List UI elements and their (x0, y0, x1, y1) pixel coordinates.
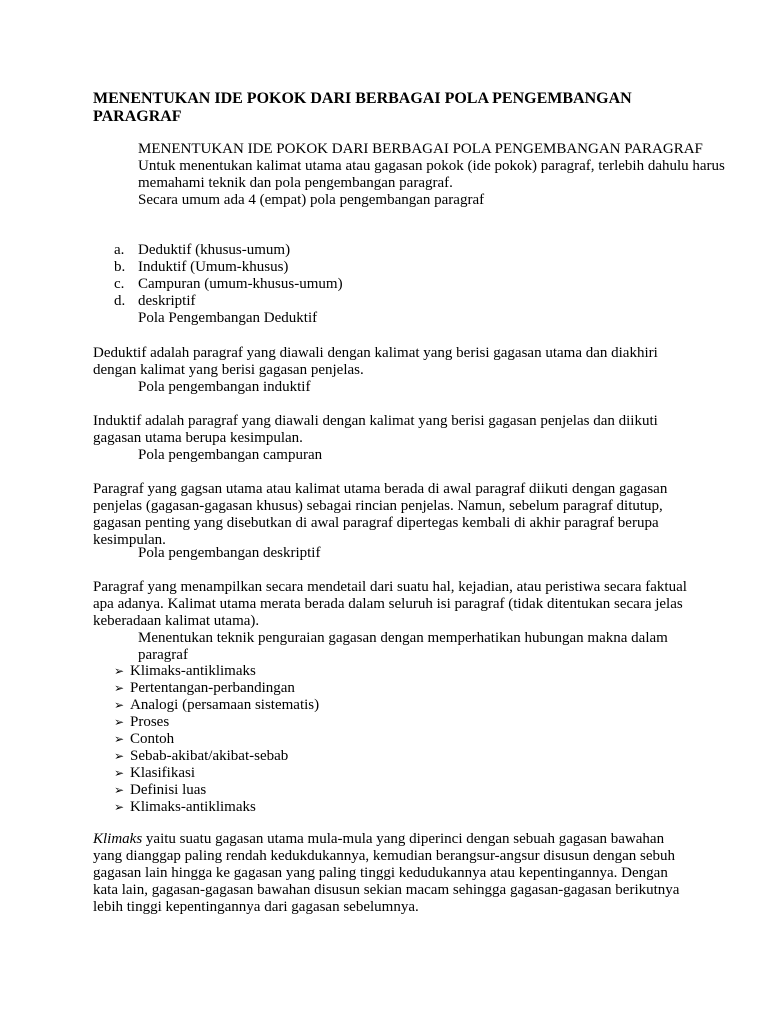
list-marker: a. (114, 242, 125, 258)
list-item (93, 293, 653, 310)
list-item (93, 259, 653, 276)
arrow-bullet-icon: ➢ (114, 664, 125, 678)
list-item (93, 242, 653, 259)
list-item (114, 765, 614, 782)
campuran-paragraph: Paragraf yang gagsan utama atau kalimat utama berada di awal paragraf diikuti dengan gagasan penjelas (gagasan-gagasan khusus) sebagai rincian penjelas. Namun, sebelum paragraf ditutup, gagasan penting yang disebutkan di awal paragraf dipertegas kembali di akhir paragraf berupa kesimpulan. (93, 481, 668, 548)
pattern-list (93, 242, 653, 327)
arrow-bullet-icon: ➢ (114, 783, 125, 797)
list-item (93, 276, 653, 293)
list-marker: b. (114, 259, 126, 275)
intro-heading: MENENTUKAN IDE POKOK DARI BERBAGAI POLA PENGEMBANGAN PARAGRAF (138, 141, 703, 157)
intro-line-2: Secara umum ada 4 (empat) pola pengembangan paragraf (138, 192, 485, 208)
list-item-text: Pertentangan-perbandingan (130, 680, 295, 696)
list-item (93, 310, 653, 327)
list-item-text: Sebab-akibat/akibat-sebab (130, 748, 289, 764)
list-marker: d. (114, 293, 126, 309)
arrow-bullet-icon: ➢ (114, 698, 125, 712)
induktif-paragraph: Induktif adalah paragraf yang diawali dengan kalimat yang berisi gagasan penjelas dan diikuti gagasan utama berupa kesimpulan. (93, 413, 658, 446)
deduktif-paragraph: Deduktif adalah paragraf yang diawali dengan kalimat yang berisi gagasan utama dan diakhiri dengan kalimat yang berisi gagasan penjelas. (93, 345, 658, 378)
section-heading-induktif: Pola pengembangan induktif (138, 379, 311, 395)
list-item (114, 748, 614, 765)
intro-line-1: Untuk menentukan kalimat utama atau gagasan pokok (ide pokok) paragraf, terlebih dahulu harus memahami teknik dan pola pengembangan paragraf. (138, 158, 725, 191)
arrow-bullet-icon: ➢ (114, 715, 125, 729)
list-item-text: Deduktif (khusus-umum) (138, 242, 291, 258)
list-item-text: Klasifikasi (130, 765, 195, 781)
klimaks-text: yaitu suatu gagasan utama mula-mula yang diperinci dengan sebuah gagasan bawahan yang dianggap paling rendah kedukdukannya, kemudian berangsur-angsur disusun dengan sebuh gagasan lain hingga ke gagasan yang paling tinggi kedudukannya atau kepentingannya. Dengan kata lain, gagasan-gagasan bawahan disusun sekian macam sehingga gagasan-gagasan berikutnya lebih tinggi kepentingannya dari gagasan sebelumnya. (93, 831, 680, 915)
list-item (114, 799, 614, 816)
section-heading-campuran: Pola pengembangan campuran (138, 447, 323, 463)
list-item (114, 680, 614, 697)
list-item-text: Klimaks-antiklimaks (130, 799, 256, 815)
arrow-bullet-icon: ➢ (114, 766, 125, 780)
list-item-text: deskriptif (138, 293, 196, 309)
list-item (114, 697, 614, 714)
list-item-text: Proses (130, 714, 170, 730)
arrow-bullet-icon: ➢ (114, 749, 125, 763)
document-title: MENENTUKAN IDE POKOK DARI BERBAGAI POLA PENGEMBANGAN PARAGRAF (93, 90, 632, 125)
klimaks-term: Klimaks (93, 831, 143, 847)
section-heading-deduktif: Pola Pengembangan Deduktif (138, 310, 318, 326)
arrow-bullet-icon: ➢ (114, 800, 125, 814)
arrow-bullet-icon: ➢ (114, 681, 125, 695)
list-item-text: Definisi luas (130, 782, 207, 798)
list-item (114, 714, 614, 731)
klimaks-paragraph (93, 831, 683, 916)
list-item-text: Contoh (130, 731, 175, 747)
section-heading-deskriptif: Pola pengembangan deskriptif (138, 545, 321, 561)
intro-block (93, 141, 738, 209)
list-item-text: Induktif (Umum-khusus) (138, 259, 289, 275)
list-marker: c. (114, 276, 125, 292)
list-item-text: Klimaks-antiklimaks (130, 663, 256, 679)
arrow-bullet-icon: ➢ (114, 732, 125, 746)
list-item-text: Analogi (persamaan sistematis) (130, 697, 320, 713)
technique-list (114, 663, 614, 816)
deskriptif-paragraph: Paragraf yang menampilkan secara mendetail dari suatu hal, kejadian, atau peristiwa secara faktual apa adanya. Kalimat utama merata berada dalam seluruh isi paragraf (tidak ditentukan secara jelas keberadaan kalimat utama). (93, 579, 687, 629)
list-item (114, 731, 614, 748)
list-item-text: Campuran (umum-khusus-umum) (138, 276, 343, 292)
list-item (114, 663, 614, 680)
technique-heading: Menentukan teknik penguraian gagasan dengan memperhatikan hubungan makna dalam paragraf (138, 630, 668, 663)
list-item (114, 782, 614, 799)
